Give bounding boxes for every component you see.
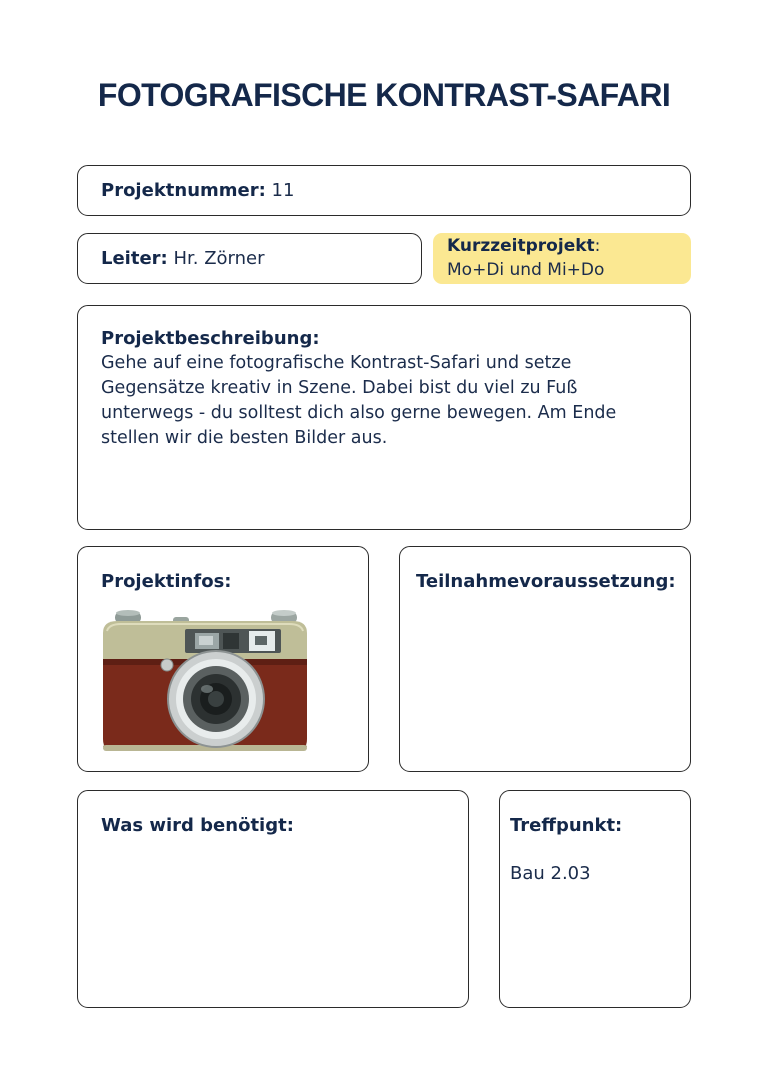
meeting-point-value: Bau 2.03 xyxy=(510,863,591,884)
vintage-camera-icon xyxy=(99,609,311,755)
project-number-box xyxy=(77,165,691,216)
needed-box xyxy=(77,790,469,1008)
project-number-value: 11 xyxy=(271,180,295,201)
short-project-badge xyxy=(433,233,691,284)
leader-value: Hr. Zörner xyxy=(173,248,265,269)
requirements-label: Teilnahmevoraussetzung: xyxy=(416,571,676,592)
description-box xyxy=(77,305,691,530)
short-project-colon: : xyxy=(594,236,601,256)
short-project-schedule: Mo+Di und Mi+Do xyxy=(447,260,605,280)
description-label: Projektbeschreibung: xyxy=(101,328,320,349)
short-project-label: Kurzzeitprojekt xyxy=(447,236,595,256)
project-number-label: Projektnummer: xyxy=(101,180,266,201)
leader-label: Leiter: xyxy=(101,248,168,269)
needed-label: Was wird benötigt: xyxy=(101,815,294,836)
meeting-point-box xyxy=(499,790,691,1008)
meeting-point-label: Treffpunkt: xyxy=(510,815,623,836)
project-info-label: Projektinfos: xyxy=(101,571,232,592)
page-title: FOTOGRAFISCHE KONTRAST-SAFARI xyxy=(97,77,671,113)
leader-box xyxy=(77,233,422,284)
description-text: Gehe auf eine fotografische Kontrast-Safari und setze Gegensätze kreativ in Szene. Dabei bist du viel zu Fuß unterwegs - du solltest dich also gerne bewegen. Am Ende stellen wir die besten Bilder aus. xyxy=(101,353,617,448)
requirements-box xyxy=(399,546,691,772)
